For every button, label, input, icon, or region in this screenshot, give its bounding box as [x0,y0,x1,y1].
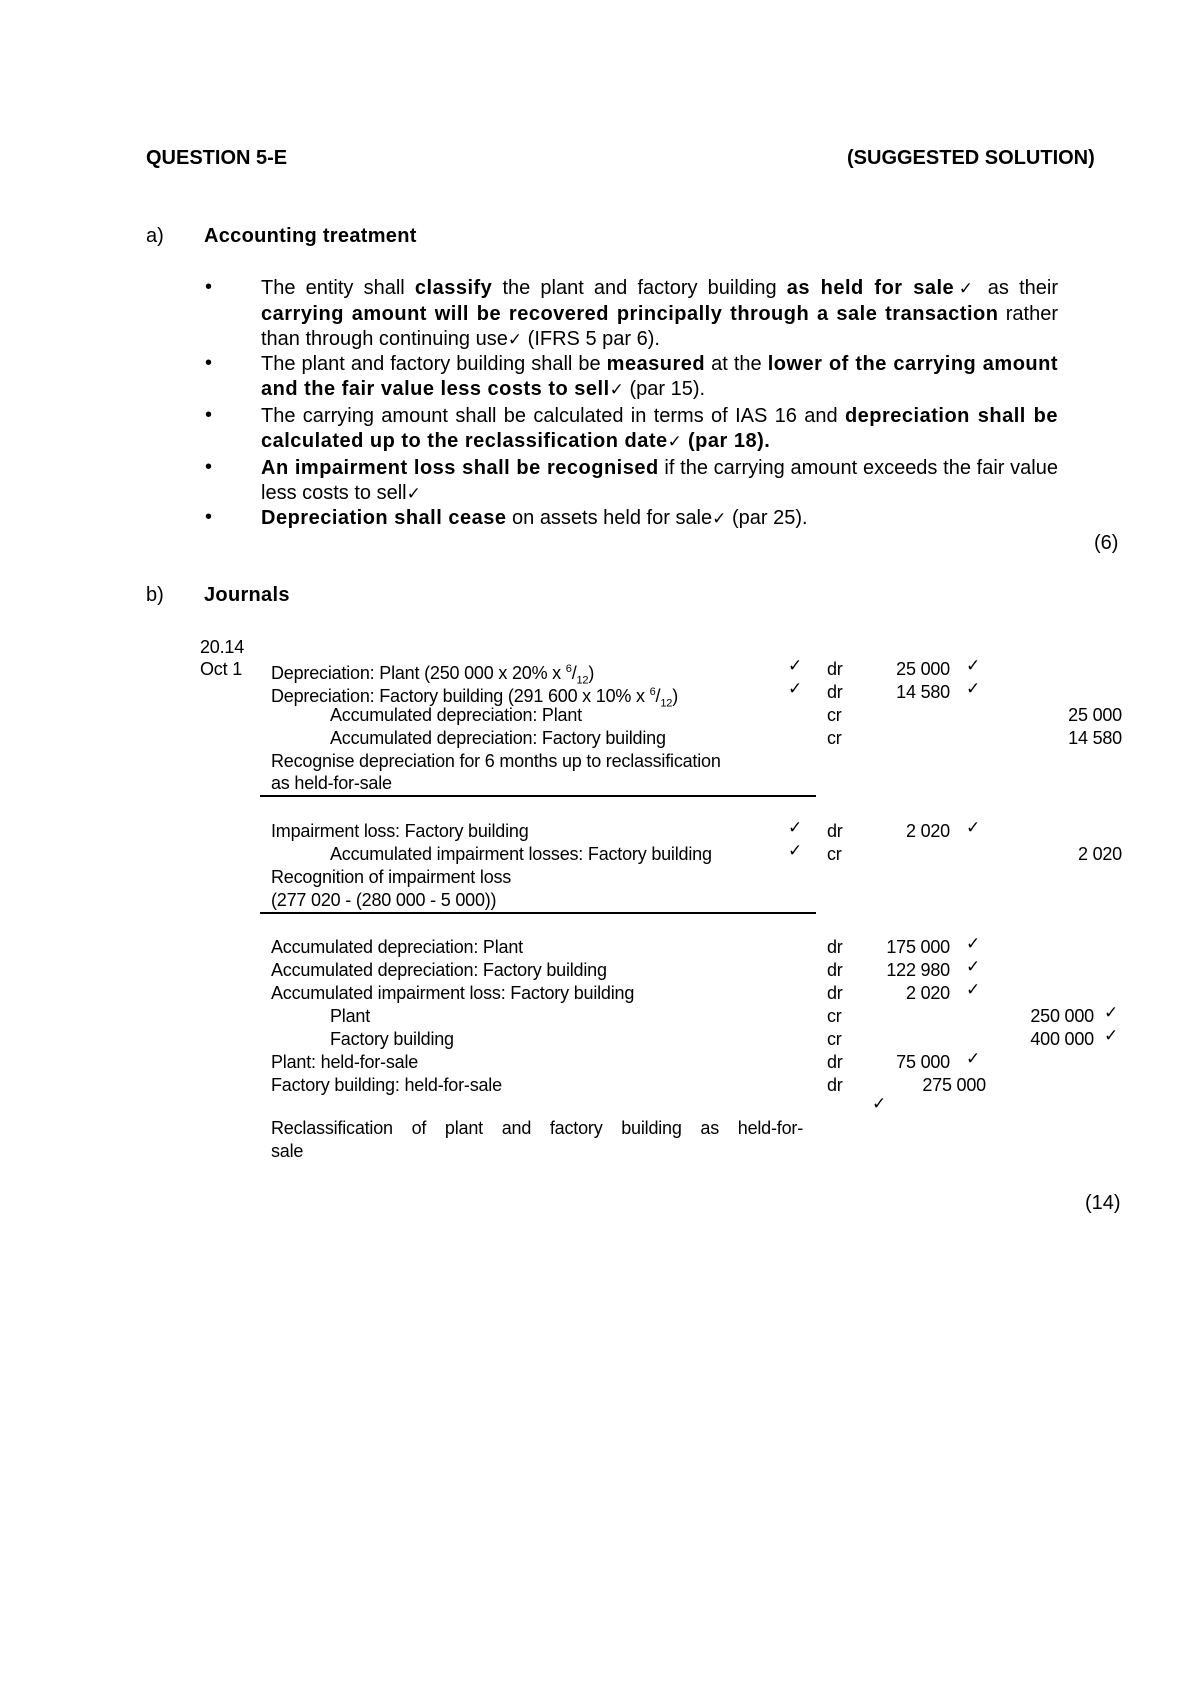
check-icon: ✓ [966,980,981,1000]
check-icon: ✓ [788,656,803,676]
check-icon: ✓ [507,330,523,350]
check-icon: ✓ [872,1094,887,1114]
check-icon: ✓ [966,1049,981,1069]
j2-line-2: Accumulated impairment losses: Factory building [330,844,712,864]
part-a-label: a) [146,225,164,247]
j2-cr: cr [827,844,842,864]
treatment-item: The entity shall classify the plant and factory building as held for sale✓ as their carrying amount will be recovered principally through a sale transaction rather than through continuing use✓ (IFRS 5 par 6). [261,277,1058,350]
j1-amount-cr-2: 14 580 [1068,728,1122,748]
j3-cr-1: cr [827,1006,842,1026]
treatment-item: Depreciation shall cease on assets held for sale✓ (par 25). [261,507,808,529]
j2-amount-dr: 2 020 [905,821,950,841]
j3-amount-4: 250 000 [1030,1006,1094,1026]
j1-amount-dr-1: 25 000 [896,659,950,679]
check-icon: ✓ [788,841,803,861]
check-icon: ✓ [966,934,981,954]
check-icon: ✓ [1104,1026,1119,1046]
treatment-item: The carrying amount shall be calculated in terms of IAS 16 and depreciation shall be calculated up to the reclassification date✓ (par 18). [261,405,1058,452]
check-icon: ✓ [788,818,803,838]
check-icon: ✓ [712,509,727,529]
j1-cr-2: cr [827,728,842,748]
check-icon: ✓ [966,679,981,699]
check-icon: ✓ [788,679,803,699]
j1-dr-1: dr [827,659,843,679]
journal-year: 20.14 [200,637,245,657]
treatment-item: The plant and factory building shall be measured at the lower of the carrying amount and the fair value less costs to sell✓ (par 15). [261,353,1059,400]
j3-amount-1: 175 000 [886,937,950,957]
part-a-title: Accounting treatment [204,225,417,247]
j3-dr-4: dr [827,1052,843,1072]
j1-line-1: Depreciation: Plant (250 000 x 20% x $^6/_{12}$) [271,663,595,687]
j1-narration: Recognise depreciation for 6 months up to reclassification [271,751,721,771]
journal-divider [260,912,816,914]
j2-amount-cr: 2 020 [1077,844,1122,864]
j3-line-5: Factory building [330,1029,454,1049]
part-a-marks: (6) [1094,532,1119,554]
j3-dr-2: dr [827,960,843,980]
j3-amount-5: 400 000 [1030,1029,1094,1049]
j1-amount-cr-1: 25 000 [1068,705,1122,725]
check-icon: ✓ [954,279,978,299]
j1-amount-dr-2: 14 580 [896,682,950,702]
treatment-item: An impairment loss shall be recognised if the carrying amount exceeds the fair value less costs to sell✓ [261,457,1058,504]
j3-amount-3: 2 020 [905,983,950,1003]
j3-line-6: Plant: held-for-sale [271,1052,419,1072]
j1-dr-2: dr [827,682,843,702]
j3-narration: Reclassification of plant and factory building as held-for- [271,1118,803,1138]
part-b-label: b) [146,584,164,606]
j1-line-2: Depreciation: Factory building (291 600 x 10% x $^6/_{12}$) [271,686,678,710]
check-icon: ✓ [667,432,682,452]
bullet-icon: • [205,506,213,528]
j3-amount-2: 122 980 [886,960,950,980]
solution-label: (SUGGESTED SOLUTION) [847,147,1095,169]
bullet-icon: • [205,456,213,478]
j1-line-3: Accumulated depreciation: Plant [330,705,582,725]
check-icon: ✓ [609,380,624,400]
j1-cr-1: cr [827,705,842,725]
j2-line-1: Impairment loss: Factory building [271,821,529,841]
j3-dr-1: dr [827,937,843,957]
j3-line-3: Accumulated impairment loss: Factory building [271,983,635,1003]
check-icon: ✓ [966,818,981,838]
j2-dr: dr [827,821,843,841]
j3-amount-7: 275 000 [922,1075,986,1095]
bullet-icon: • [205,276,213,298]
j3-cr-2: cr [827,1029,842,1049]
part-b-title: Journals [204,584,290,606]
question-title: QUESTION 5-E [146,147,288,169]
j3-dr-3: dr [827,983,843,1003]
j3-narration-2: sale [271,1141,304,1161]
j3-dr-5: dr [827,1075,843,1095]
check-icon: ✓ [966,656,981,676]
j2-narration-2: (277 020 - (280 000 - 5 000)) [271,890,497,910]
bullet-icon: • [205,404,213,426]
j3-line-2: Accumulated depreciation: Factory building [271,960,607,980]
j3-line-1: Accumulated depreciation: Plant [271,937,523,957]
j3-line-7: Factory building: held-for-sale [271,1075,502,1095]
check-icon: ✓ [966,957,981,977]
bullet-icon: • [205,352,213,374]
part-b-marks: (14) [1085,1192,1121,1214]
j1-narration-2: as held-for-sale [271,773,392,793]
j3-line-4: Plant [330,1006,371,1026]
journal-divider [260,795,816,797]
check-icon: ✓ [406,484,421,504]
j3-amount-6: 75 000 [896,1052,950,1072]
j1-line-4: Accumulated depreciation: Factory building [330,728,666,748]
j2-narration: Recognition of impairment loss [271,867,512,887]
check-icon: ✓ [1104,1003,1119,1023]
journal-date: Oct 1 [200,659,243,679]
